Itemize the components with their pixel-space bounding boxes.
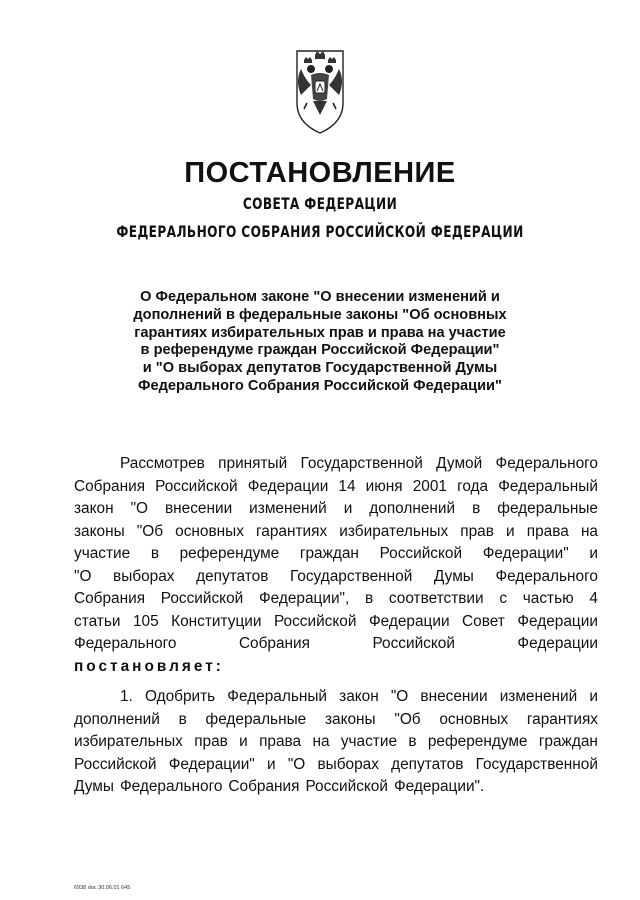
word: Конституции: [171, 612, 262, 630]
word: Совет: [462, 612, 505, 630]
word: граждан: [299, 545, 359, 562]
word: в: [472, 500, 481, 517]
coat-of-arms-emblem: [287, 45, 353, 137]
word: граждан: [538, 733, 598, 750]
resolution-subject: [100, 289, 540, 396]
word: "О: [390, 688, 409, 705]
subject-line: дополнений в федеральные законы "Об основных: [133, 306, 507, 323]
word: и: [343, 500, 353, 517]
word: Федерации: [517, 612, 598, 630]
word: и: [506, 522, 515, 540]
word: Собрания: [238, 635, 310, 652]
word: Одобрить: [144, 688, 216, 705]
word: статьи: [74, 612, 121, 630]
subject-line: О Федеральном законе "О внесении изменений и: [140, 289, 500, 305]
preamble-paragraph: [74, 453, 598, 678]
word: "Об: [136, 522, 164, 540]
word: права: [259, 733, 302, 750]
word: права: [526, 522, 569, 540]
word: депутатов: [196, 567, 269, 585]
word: выборах: [113, 567, 175, 585]
word: гарантиях: [256, 522, 328, 540]
word: на: [312, 733, 330, 750]
word: Федерального: [495, 455, 598, 472]
paragraph-line: [74, 776, 598, 799]
word: Федерации: [517, 635, 598, 652]
subject-line: и "О выборах депутатов Государственной Думы: [142, 360, 498, 377]
word: Собрания: [228, 778, 300, 795]
word: и: [267, 755, 276, 773]
word: принятый: [218, 455, 288, 472]
word: участие: [74, 545, 131, 562]
paragraph-line: [74, 498, 598, 521]
paragraph-line: [74, 453, 598, 476]
word: прав: [460, 522, 494, 540]
word: избирательных: [339, 522, 449, 540]
word: Российской: [155, 477, 238, 495]
word: Собрания: [74, 590, 146, 607]
word: дополнений: [74, 710, 160, 728]
word: Думы: [74, 778, 114, 795]
word: Федерального: [74, 635, 177, 652]
word: года: [457, 477, 489, 495]
word: Федерации: [247, 477, 329, 495]
word: 1.: [120, 688, 133, 705]
word: Российской: [305, 778, 388, 795]
word: "О: [130, 500, 149, 517]
word: законы: [74, 522, 125, 540]
word: Собрания: [74, 477, 146, 495]
word: внесении: [420, 688, 488, 705]
document-title: ПОСТАНОВЛЕНИЕ: [184, 157, 456, 189]
resolves-keyword: постановляет:: [74, 657, 224, 675]
resolution-item-1: [74, 686, 598, 799]
word: с: [499, 590, 508, 607]
word: Федерации": [168, 755, 255, 773]
paragraph-line: [74, 566, 598, 589]
word: дополнений: [369, 500, 456, 517]
word: Думой: [436, 455, 483, 472]
word: законы: [324, 710, 376, 728]
word: Российской: [379, 545, 463, 562]
word: 14: [338, 477, 356, 495]
word: на: [580, 522, 598, 540]
word: Рассмотрев: [120, 455, 205, 472]
word: избирательных: [74, 733, 183, 750]
paragraph-line: [74, 521, 598, 544]
word: Федерального: [119, 778, 223, 795]
word: "Об: [394, 710, 421, 728]
paragraph-line: [74, 476, 598, 499]
word: в: [408, 733, 417, 750]
word: Федеральный: [498, 477, 598, 495]
word: частью: [522, 590, 574, 607]
word: основных: [175, 522, 244, 540]
word: 2001: [412, 477, 447, 495]
word: и: [589, 688, 598, 705]
word: закон: [74, 500, 114, 517]
word: Российской: [160, 590, 244, 607]
subject-line: гарантиях избирательных прав и права на участие: [134, 324, 506, 341]
paragraph-line: [74, 633, 598, 656]
paragraph-line: [74, 543, 598, 566]
word: изменений: [249, 500, 327, 517]
word: Федерального: [495, 567, 598, 585]
word: Федерации",: [258, 590, 350, 607]
word: Государственной: [289, 567, 413, 585]
paragraph-line: [74, 611, 598, 634]
paragraph-line: [74, 709, 598, 732]
word: участие: [340, 733, 398, 750]
paragraph-line: [74, 731, 598, 754]
word: федеральные: [497, 500, 598, 517]
word: депутатов: [391, 755, 464, 773]
word: Государственной: [300, 455, 423, 472]
document-subtitle-council: СОВЕТА ФЕДЕРАЦИИ: [242, 194, 398, 213]
word: Российской: [74, 755, 157, 773]
word: внесении: [165, 500, 233, 517]
word: соответствии: [388, 590, 484, 607]
word: Федерации: [368, 612, 450, 630]
document-subtitle-assembly: ФЕДЕРАЛЬНОГО СОБРАНИЯ РОССИЙСКОЙ ФЕДЕРАЦИИ: [116, 222, 524, 241]
word: гарантиях: [526, 710, 598, 728]
word: основных: [439, 710, 509, 728]
word: Думы: [433, 567, 474, 585]
word: выборах: [317, 755, 379, 773]
word: 4: [589, 590, 598, 607]
document-footer-code: 6938 doc 30.06.01 645: [74, 885, 131, 891]
word: закон: [339, 688, 379, 705]
word: Федерации".: [393, 778, 485, 795]
word: и: [589, 545, 598, 562]
subject-line: в референдуме граждан Российской Федерации": [140, 342, 500, 359]
word: Государственной: [475, 755, 598, 773]
word: в: [178, 710, 187, 728]
word: прав: [194, 733, 228, 750]
paragraph-line: [74, 754, 598, 777]
word: Российской: [273, 612, 357, 630]
word: июня: [365, 477, 403, 495]
word: Федеральный: [227, 688, 328, 705]
word: референдуме: [179, 545, 280, 562]
word: федеральные: [205, 710, 307, 728]
subject-line: Федерального Собрания Российской Федерации": [138, 377, 502, 394]
word: 105: [132, 612, 159, 630]
word: в: [150, 545, 159, 562]
paragraph-line: [74, 686, 598, 709]
word: Федерации": [482, 545, 569, 562]
word: в: [365, 590, 374, 607]
word: референдуме: [427, 733, 528, 750]
word: изменений: [499, 688, 578, 705]
word: Российской: [372, 635, 455, 652]
paragraph-line: [74, 588, 598, 611]
word: и: [239, 733, 248, 750]
word: "О: [74, 567, 92, 585]
word: "О: [287, 755, 306, 773]
